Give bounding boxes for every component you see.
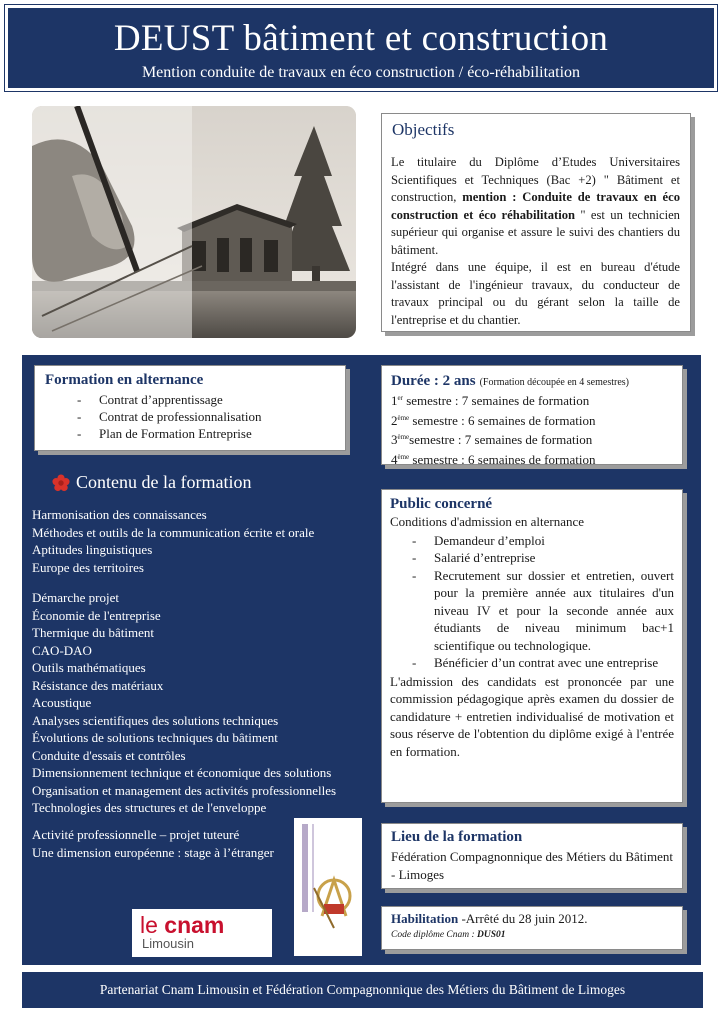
list-item: Outils mathématiques xyxy=(32,660,146,675)
list-item: Technologies des structures et de l'enveloppe xyxy=(32,800,267,815)
duree-note: (Formation découpée en 4 semestres) xyxy=(479,377,629,388)
list-item: Économie de l'entreprise xyxy=(32,607,161,623)
list-item: Dimensionnement technique et économique des solutions xyxy=(32,765,332,780)
semestre-suffix: ème xyxy=(397,433,410,441)
public-intro: Conditions d'admission en alternance xyxy=(390,514,585,529)
compagnons-logo xyxy=(294,818,362,956)
habilitation-text: -Arrêté du 28 juin 2012. xyxy=(458,911,588,926)
cnam-wordmark xyxy=(140,913,264,937)
semestre-line xyxy=(391,410,673,430)
cnam-le: le xyxy=(140,912,165,938)
list-item: Analyses scientifiques des solutions techniques xyxy=(32,712,279,728)
habilitation-label: Habilitation xyxy=(391,911,459,926)
activite-line-1: Activité professionnelle – projet tuteuré xyxy=(32,827,240,842)
list-item: - Contrat d’apprentissage xyxy=(45,391,335,408)
list-item: Méthodes et outils de la communication écrite et orale xyxy=(32,524,315,540)
header-background xyxy=(8,8,714,88)
objectifs-paragraph-2: Intégré dans une équipe, il est en bureau d'étude l'assistant de l'ingénieur travaux, du conducteur de travaux principal ou du gérant selon la taille de l'entreprise et du chantier. xyxy=(391,260,680,327)
habilitation-box xyxy=(381,906,683,950)
list-item: Europe des territoires xyxy=(32,559,144,575)
list-item: - Recrutement sur dossier et entretien, ouvert pour la première année aux titulaires d'un niveau IV et pour la seconde année aux étudiants de niveau minimum bac+1 scientifique ou technologique. xyxy=(390,567,674,655)
contenu-group-2 xyxy=(32,589,377,817)
contenu-title: Contenu de la formation xyxy=(76,472,252,492)
semestre-line xyxy=(391,449,673,469)
list-item: Organisation et management des activités professionnelles xyxy=(32,782,337,798)
public-list xyxy=(390,532,674,672)
contenu-heading xyxy=(52,472,251,493)
alternance-list xyxy=(45,391,335,442)
lieu-title: Lieu de la formation xyxy=(391,829,523,845)
construction-photo xyxy=(32,106,356,338)
footer-banner: Partenariat Cnam Limousin et Fédération Compagnonnique des Métiers du Bâtiment de Limoges xyxy=(22,972,703,1008)
alternance-title: Formation en alternance xyxy=(45,372,204,388)
semestre-number: 3 xyxy=(391,432,398,447)
list-item: Évolutions de solutions techniques du bâtiment xyxy=(32,730,278,745)
objectifs-text-a: Le titulaire du Diplôme d’Etudes Universitaires Scientifiques et Techniques (Bac +2) " Bâtiment et construction, xyxy=(391,155,680,204)
list-item: - Salarié d’entreprise xyxy=(390,549,674,567)
activite-block xyxy=(32,826,282,861)
page-subtitle: Mention conduite de travaux en éco construction / éco-réhabilitation xyxy=(141,64,581,81)
semestre-suffix: er xyxy=(397,394,403,402)
semestre-line xyxy=(391,429,673,449)
semestre-suffix: ème xyxy=(397,413,410,422)
list-item: - Bénéficier d’un contrat avec une entreprise xyxy=(390,654,674,672)
contenu-group-1 xyxy=(32,506,377,576)
photo-illustration xyxy=(32,106,356,338)
compagnons-emblem-icon xyxy=(294,818,362,956)
semestre-text: semestre : 6 semaines de formation xyxy=(409,412,596,428)
code-value: DUS01 xyxy=(477,930,506,940)
semestre-number: 1 xyxy=(391,393,398,408)
list-item: Aptitudes linguistiques xyxy=(32,542,153,557)
semestre-text: semestre : 7 semaines de formation xyxy=(402,393,590,408)
alternance-box xyxy=(34,365,346,451)
semestre-text: semestre : 7 semaines de formation xyxy=(409,432,593,447)
duree-box xyxy=(381,365,683,465)
duree-title: Durée : 2 ans xyxy=(391,373,476,389)
semestre-number: 4 xyxy=(391,451,398,467)
list-item: CAO-DAO xyxy=(32,642,92,658)
objectifs-title: Objectifs xyxy=(392,120,455,139)
public-title: Public concerné xyxy=(390,496,493,512)
list-item: - Demandeur d’emploi xyxy=(390,532,674,550)
semestre-line xyxy=(391,390,673,410)
lieu-text: Fédération Compagnonnique des Métiers du Bâtiment - Limoges xyxy=(391,849,673,882)
list-item: Résistance des matériaux xyxy=(32,677,164,693)
semestre-text: semestre : 6 semaines de formation xyxy=(409,451,596,467)
semestre-number: 2 xyxy=(391,412,398,428)
list-item: Thermique du bâtiment xyxy=(32,625,155,640)
header-banner xyxy=(4,4,718,92)
activite-line-2: Une dimension européenne : stage à l’étranger xyxy=(32,844,274,860)
lieu-box xyxy=(381,823,683,889)
contenu-list xyxy=(32,506,377,830)
public-box xyxy=(381,489,683,803)
habilitation-line xyxy=(391,911,673,927)
flower-icon xyxy=(52,474,70,492)
list-item: Harmonisation des connaissances xyxy=(32,507,207,522)
objectifs-paragraph-1 xyxy=(391,154,680,259)
semestre-suffix: ème xyxy=(397,452,410,461)
code-label: Code diplôme Cnam : xyxy=(391,930,478,940)
list-item: - Plan de Formation Entreprise xyxy=(45,425,335,442)
page-title: DEUST bâtiment et construction xyxy=(113,18,609,59)
list-item: Acoustique xyxy=(32,695,92,710)
objectifs-text-b: " est un technicien supérieur qui organise et assure le suivi des chantiers du bâtiment. xyxy=(391,207,680,257)
list-item: Démarche projet xyxy=(32,590,119,605)
cnam-region: Limousin xyxy=(142,936,195,951)
code-diplome xyxy=(391,930,673,940)
objectifs-text-bold: mention : Conduite de travaux en éco construction et éco réhabilitation xyxy=(391,190,680,222)
list-item: - Contrat de professionnalisation xyxy=(45,408,335,425)
cnam-brand: cnam xyxy=(164,912,225,938)
list-item: Conduite d'essais et contrôles xyxy=(32,747,186,763)
public-closing: L'admission des candidats est prononcée par une commission pédagogique après examen du dossier de candidature + entretien individualisé de motivation et sous réserve de l'obtention du diplôme exigé à l'entrée en formation. xyxy=(390,673,674,759)
objectifs-box xyxy=(381,113,691,332)
cnam-logo xyxy=(132,909,272,957)
